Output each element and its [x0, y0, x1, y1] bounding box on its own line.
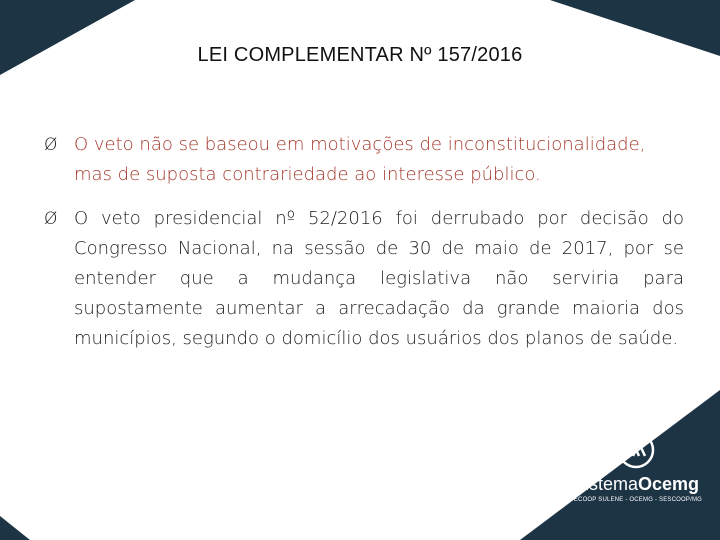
logo-subtitle: FECOOP SULENE - OCEMG - SESCOOP/MG — [569, 497, 703, 503]
arrow-bullet-icon: Ø — [44, 209, 58, 229]
sistema-ocemg-logo — [566, 428, 706, 528]
bullet-text: O veto não se baseou em motivações de inconstitucionalidade, mas de suposta contrariedade ao interesse público. — [74, 134, 646, 185]
logo-name-light: Sistema — [572, 474, 638, 494]
arrow-bullet-icon: Ø — [44, 135, 58, 155]
bullet-list — [44, 130, 684, 368]
slide-title: LEI COMPLEMENTAR Nº 157/2016 — [197, 44, 523, 66]
bullet-item — [44, 130, 684, 190]
logo-name — [566, 474, 706, 494]
bullet-item — [44, 204, 684, 354]
logo-name-bold: Ocemg — [638, 474, 700, 494]
bottom-left-corner-decoration — [0, 516, 30, 540]
top-left-corner-decoration — [0, 0, 150, 80]
logo-mark-icon — [614, 428, 658, 472]
bullet-text: O veto presidencial nº 52/2016 foi derrubado por decisão do Congresso Nacional, na sessão de 30 de maio de 2017, por se entender que a mudança legislativa não serviria para supostamente aumentar a arrecadação da grande maioria dos municípios, segundo o domicílio dos usuários dos planos de saúde. — [74, 208, 684, 349]
